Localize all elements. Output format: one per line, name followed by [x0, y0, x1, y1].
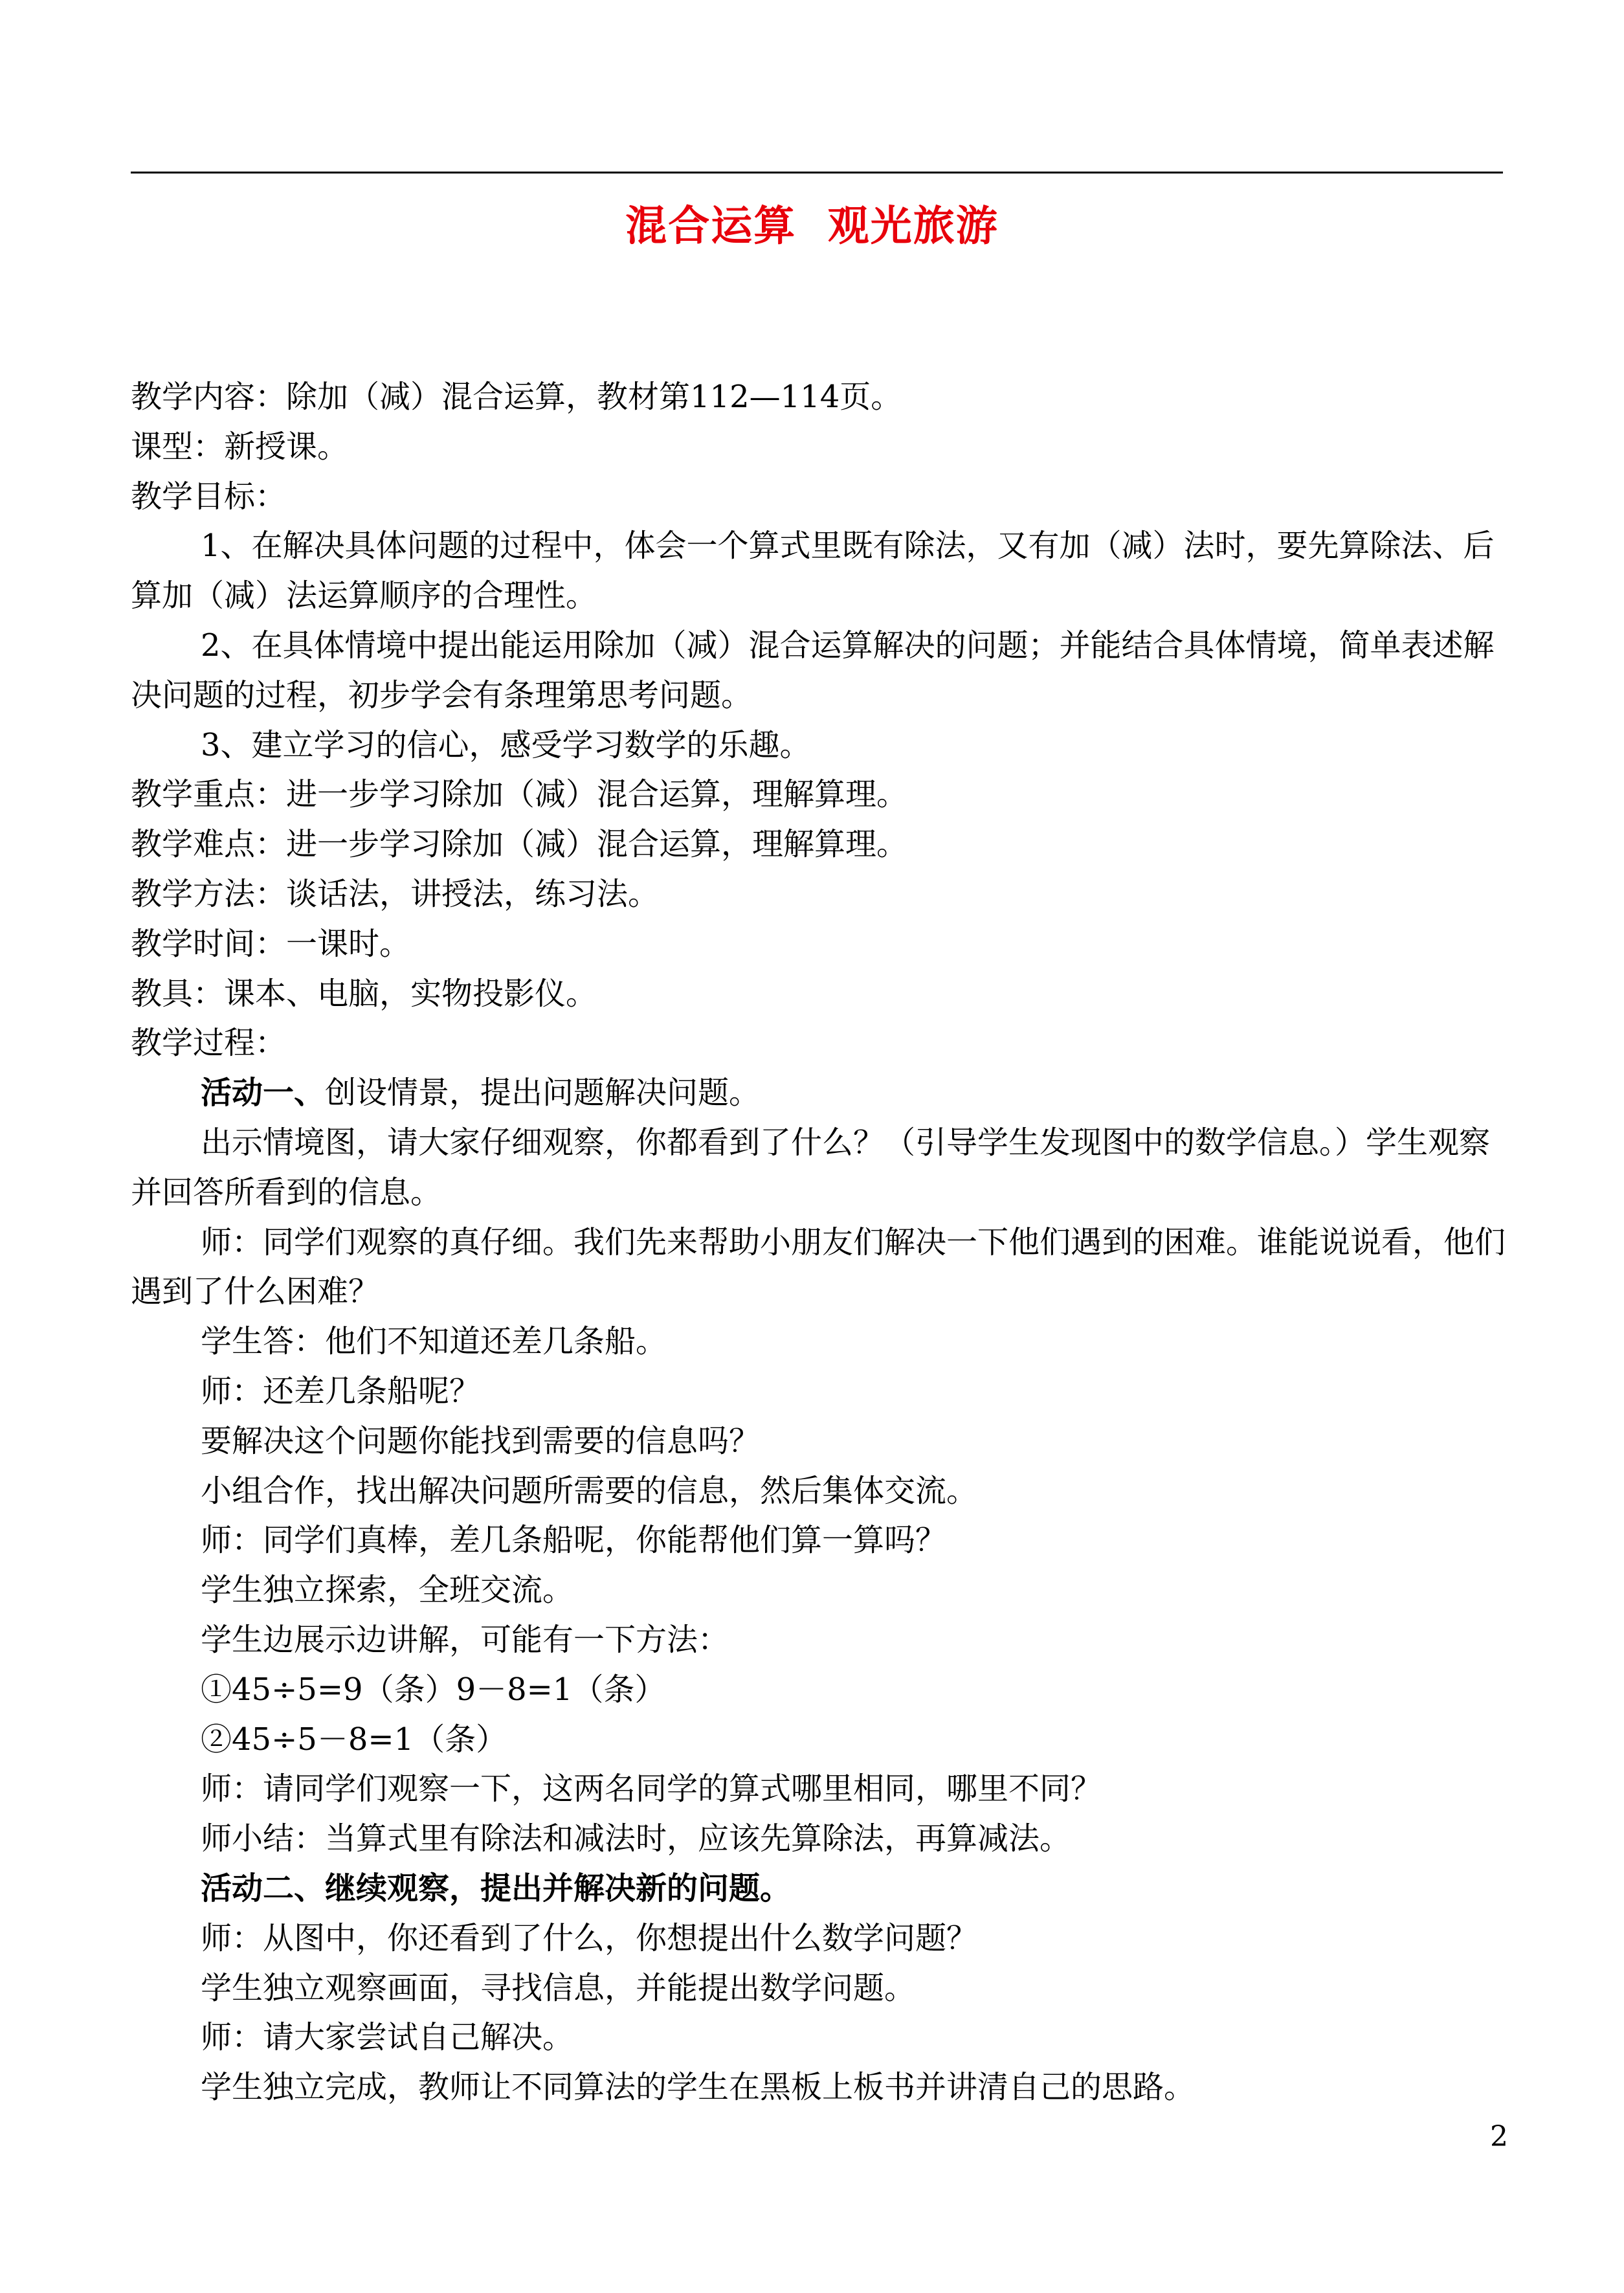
- goal-item-3: 3、建立学习的信心，感受学习数学的乐趣。: [201, 726, 811, 763]
- body-paragraph: 要解决这个问题你能找到需要的信息吗？: [201, 1422, 761, 1459]
- activity-2-heading: 活动二、继续观察，提出并解决新的问题。: [201, 1870, 792, 1907]
- body-paragraph: 出示情境图，请大家仔细观察，你都看到了什么？（引导学生发现图中的数学信息。）学生观察并回答所看到的信息。: [131, 1124, 1491, 1211]
- body-paragraph: 学生独立探索，全班交流。: [201, 1572, 574, 1609]
- body-paragraph: 师：还差几条船呢？: [201, 1372, 481, 1409]
- activity-1-label: 活动一、: [201, 1075, 326, 1112]
- teaching-goals-heading: 教学目标：: [131, 478, 287, 515]
- summary-paragraph: 师小结：当算式里有除法和减法时，应该先算除法，再算减法。: [201, 1820, 1071, 1857]
- activity-1-heading: [131, 1068, 1509, 1118]
- body-paragraph: 师：同学们观察的真仔细。我们先来帮助小朋友们解决一下他们遇到的困难。谁能说说看，他们遇到了什么困难？: [131, 1224, 1506, 1310]
- lesson-type-line: 课型：新授课。: [131, 428, 349, 465]
- body-paragraph: 师：从图中，你还看到了什么，你想提出什么数学问题？: [201, 1919, 978, 1956]
- header-rule: [131, 172, 1503, 173]
- tools-line: 教具：课本、电脑，实物投影仪。: [131, 975, 597, 1012]
- time-line: 教学时间：一课时。: [131, 925, 411, 962]
- activity-1-title: 创设情景，提出问题解决问题。: [325, 1075, 761, 1112]
- body-paragraph: 小组合作，找出解决问题所需要的信息，然后集体交流。: [201, 1472, 978, 1509]
- document-title: 混合运算 观光旅游: [625, 202, 999, 251]
- document-body: [131, 372, 1509, 2112]
- body-paragraph: 学生答：他们不知道还差几条船。: [201, 1323, 667, 1360]
- method-line: 教学方法：谈话法，讲授法，练习法。: [131, 875, 660, 912]
- equation-line-2: ②45÷5－8=1（条）: [201, 1721, 507, 1758]
- body-paragraph: 师：同学们真棒，差几条船呢，你能帮他们算一算吗？: [201, 1522, 947, 1559]
- body-paragraph: 学生独立观察画面，寻找信息，并能提出数学问题。: [201, 1969, 916, 2006]
- body-paragraph: 师：请同学们观察一下，这两名同学的算式哪里相同，哪里不同？: [201, 1771, 1102, 1807]
- goal-item-2: 2、在具体情境中提出能运用除加（减）混合运算解决的问题；并能结合具体情境，简单表述解决问题的过程，初步学会有条理第思考问题。: [131, 627, 1495, 713]
- body-paragraph: 学生独立完成，教师让不同算法的学生在黑板上板书并讲清自己的思路。: [201, 2069, 1196, 2106]
- equation-line-1: ①45÷5=9（条）9－8=1（条）: [201, 1671, 666, 1708]
- body-paragraph: 师：请大家尝试自己解决。: [201, 2019, 574, 2056]
- key-point-line: 教学重点：进一步学习除加（减）混合运算，理解算理。: [131, 776, 908, 813]
- page-number: 2: [1490, 2120, 1508, 2153]
- teaching-content-line: 教学内容：除加（减）混合运算，教材第112—114页。: [131, 379, 902, 415]
- body-paragraph: 学生边展示边讲解，可能有一下方法：: [201, 1621, 729, 1658]
- difficulty-line: 教学难点：进一步学习除加（减）混合运算，理解算理。: [131, 826, 908, 863]
- process-heading: 教学过程：: [131, 1025, 287, 1062]
- goal-item-1: 1、在解决具体问题的过程中，体会一个算式里既有除法，又有加（减）法时，要先算除法、后算加（减）法运算顺序的合理性。: [131, 528, 1495, 614]
